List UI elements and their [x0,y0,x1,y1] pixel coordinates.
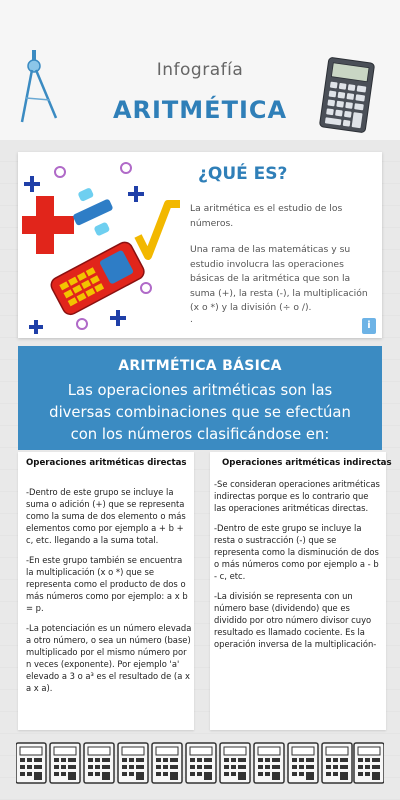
basic-arithmetic-title: ARITMÉTICA BÁSICA [118,358,282,374]
indirect-paragraph: -Dentro de este grupo se incluye la resta o sustracción (-) que se representa como la disminución de dos o más números como por ejemplo a - b - c, etc. [214,523,379,581]
page-subtitle: Infografía [156,60,244,80]
info-button[interactable]: i [362,318,376,334]
what-is-paragraph-1: La aritmética es el estudio de los números. [190,203,343,229]
indirect-paragraph: -Se consideran operaciones aritméticas indirectas porque es lo contrario que las operaciones aritméticas directas. [214,479,380,513]
what-is-paragraph-2: Una rama de las matemáticas y su estudio involucra las operaciones básicas de la aritmética que son la suma (+), la resta (-), la multiplicación (x o *) y la división (÷ o /). [190,244,368,313]
what-is-title: ¿QUÉ ES? [198,164,288,184]
indirect-paragraph: -La división se representa con un número base (dividendo) que es dividido por otro número divisor cuyo resultado es llamado cociente. Es la operación inversa de la multiplicación- [214,591,377,649]
basic-arithmetic-description: Las operaciones aritméticas son las diversas combinaciones que se efectúan con los números clasificándose en: [49,382,351,443]
direct-operations-title: Operaciones aritméticas directas [26,458,187,468]
direct-paragraph: -La potenciación es un número elevada a otro número, o sea un número (base) multiplicado por el mismo número por n veces (exponente). Por ejemplo 'a' elevado a 3 o a³ es el resultado de (a x a x a). [26,623,192,693]
calculator-icon [318,56,376,134]
what-is-trailing: . [190,315,193,325]
direct-paragraph: -Dentro de este grupo se incluye la suma o adición (+) que se representa como la suma de dos elemento o más elementos como por ejemplo a + b + c, etc. llegando a la suma total. [26,487,186,545]
math-symbols-illustration [22,156,182,336]
calculator-border-icon [16,742,384,784]
page-title: ARITMÉTICA [112,96,288,124]
direct-paragraph: -En este grupo también se encuentra la multiplicación (x o *) que se representa como el producto de dos o más números como por ejemplo: a x b = p. [26,555,188,613]
indirect-operations-title: Operaciones aritméticas indirectas [222,458,392,468]
